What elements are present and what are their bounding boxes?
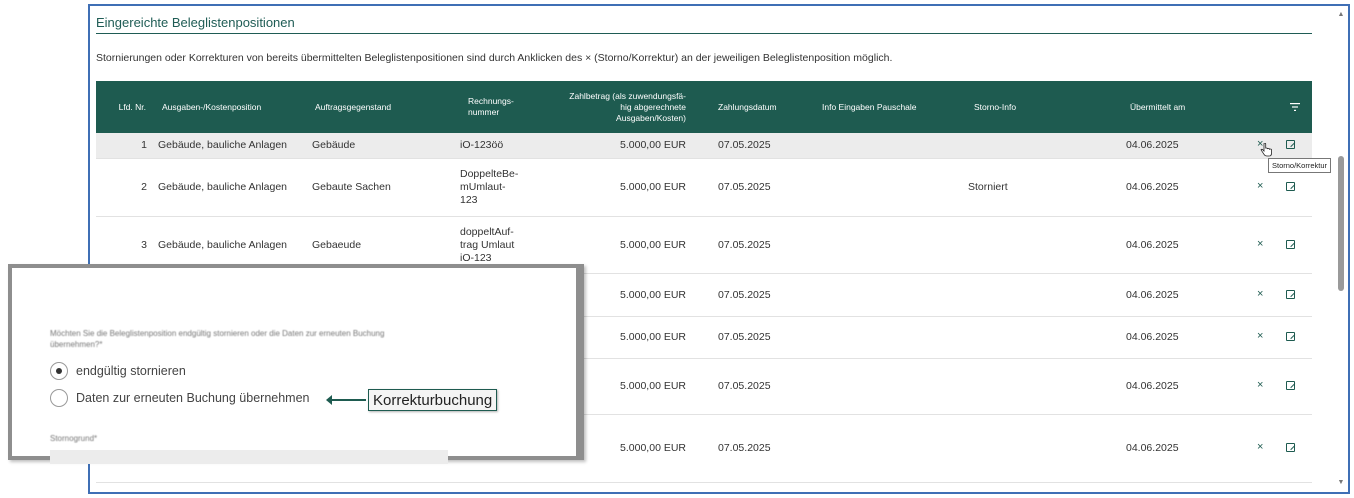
cell-betrag: 5.000,00 EUR (620, 442, 686, 454)
cell-auftrag: Gebäude (312, 139, 356, 151)
scroll-thumb[interactable] (1338, 156, 1344, 291)
col-pauschale[interactable]: Info Eingaben Pauschale (822, 101, 917, 112)
cell-uebermittelt: 04.06.2025 (1126, 139, 1179, 151)
col-lfd[interactable]: Lfd. Nr. (118, 101, 146, 112)
close-icon[interactable]: × (1257, 237, 1264, 250)
cell-storno (968, 274, 1068, 316)
external-link-icon[interactable] (1286, 182, 1295, 191)
stornogrund-label: Stornogrund* (50, 434, 98, 443)
cell-storno (968, 317, 1068, 358)
cell-datum: 07.05.2025 (718, 288, 771, 301)
cell-uebermittelt: 04.06.2025 (1126, 181, 1179, 193)
cell-auftrag: Gebaute Sachen (312, 181, 391, 193)
col-zahlungsdatum[interactable]: Zahlungsdatum (718, 101, 777, 112)
external-link-icon[interactable] (1286, 443, 1295, 452)
cell-lfd: 3 (141, 238, 147, 251)
col-rechnung[interactable]: Rechnungs- nummer (468, 96, 514, 117)
radio-label-storno: endgültig stornieren (76, 364, 186, 378)
external-link-icon[interactable] (1286, 381, 1295, 390)
radio-unchecked-icon[interactable] (50, 389, 68, 407)
tooltip-storno: Storno/Korrektur (1268, 158, 1331, 173)
close-icon[interactable]: × (1257, 287, 1264, 300)
cell-ausgaben: Gebäude, bauliche Anlagen (158, 181, 288, 193)
cell-pauschale (822, 317, 972, 358)
external-link-icon[interactable] (1286, 290, 1295, 299)
col-auftrag[interactable]: Auftragsgegenstand (315, 101, 392, 112)
hand-cursor-icon (1260, 143, 1272, 157)
cell-ausgaben: Gebäude, bauliche Anlagen (158, 139, 288, 151)
cell-betrag: 5.000,00 EUR (620, 238, 686, 251)
cell-pauschale (822, 359, 972, 414)
cell-pauschale (822, 159, 972, 216)
cell-rechnung: DoppelteBe- mUmlaut- 123 (460, 168, 519, 206)
stornogrund-field[interactable] (50, 450, 448, 464)
external-link-icon[interactable] (1286, 332, 1295, 341)
close-icon[interactable]: × (1257, 441, 1264, 453)
cell-storno (968, 217, 1068, 273)
cell-auftrag: Gebaeude (312, 238, 362, 251)
cell-datum: 07.05.2025 (718, 139, 771, 151)
cell-uebermittelt: 04.06.2025 (1126, 238, 1179, 251)
table-row (96, 159, 1312, 217)
scroll-down-icon[interactable]: ▼ (1337, 479, 1345, 486)
cell-datum: 07.05.2025 (718, 380, 771, 392)
storno-dialog-zoom (8, 264, 584, 460)
cell-datum: 07.05.2025 (718, 331, 771, 343)
filter-icon[interactable] (1290, 81, 1306, 133)
close-icon[interactable]: × (1257, 330, 1264, 342)
callout-korrekturbuchung: Korrekturbuchung (368, 389, 497, 411)
cell-pauschale (822, 415, 972, 482)
cell-betrag: 5.000,00 EUR (620, 331, 686, 343)
cell-storno (968, 359, 1068, 414)
close-icon[interactable]: × (1257, 379, 1264, 391)
cell-betrag: 5.000,00 EUR (620, 139, 686, 151)
col-uebermittelt[interactable]: Übermittelt am (1130, 101, 1186, 112)
radio-label-korrektur: Daten zur erneuten Buchung übernehmen (76, 391, 310, 405)
radio-checked-icon[interactable] (50, 362, 68, 380)
table-header (96, 81, 1312, 133)
cell-betrag: 5.000,00 EUR (620, 380, 686, 392)
cell-rechnung: iO-123öö (460, 139, 504, 151)
col-zahlbetrag[interactable]: Zahlbetrag (als zuwendungsfä- hig abgerechnete Ausgaben/Kosten) (569, 90, 686, 123)
radio-endgueltig-stornieren[interactable] (50, 362, 186, 380)
table-row (96, 133, 1312, 159)
external-link-icon[interactable] (1286, 240, 1295, 249)
scroll-up-icon[interactable]: ▲ (1337, 11, 1345, 18)
cell-uebermittelt: 04.06.2025 (1126, 380, 1179, 392)
cell-storno (968, 415, 1068, 482)
cell-lfd: 2 (141, 181, 147, 193)
radio-daten-uebernehmen[interactable] (50, 389, 310, 407)
cell-pauschale (822, 217, 972, 273)
cell-pauschale (822, 133, 972, 158)
cell-lfd: 1 (141, 139, 147, 151)
cell-storno: Storniert (968, 181, 1008, 193)
section-divider (96, 33, 1312, 34)
vertical-scrollbar[interactable] (1334, 6, 1348, 492)
cell-betrag: 5.000,00 EUR (620, 181, 686, 193)
hint-text: Stornierungen oder Korrekturen von bereits übermittelten Beleglistenpositionen sind durch Anklicken des × (Storno/Korrektur) an der jeweiligen Beleglistenposition möglich. (96, 52, 893, 64)
cell-datum: 07.05.2025 (718, 181, 771, 193)
col-storno[interactable]: Storno-Info (974, 101, 1017, 112)
close-icon[interactable]: × (1257, 180, 1264, 192)
cell-ausgaben: Gebäude, bauliche Anlagen (158, 238, 288, 251)
section-title: Eingereichte Beleglistenpositionen (96, 15, 295, 30)
cell-uebermittelt: 04.06.2025 (1126, 288, 1179, 301)
close-icon[interactable]: × (1257, 138, 1264, 150)
cell-datum: 07.05.2025 (718, 238, 771, 251)
cell-storno (968, 133, 1068, 158)
cell-pauschale (822, 274, 972, 316)
arrow-left-icon (330, 399, 366, 401)
cell-rechnung: doppeltAuf- trag Umlaut iO-123 (460, 225, 515, 264)
cell-uebermittelt: 04.06.2025 (1126, 442, 1179, 454)
cell-datum: 07.05.2025 (718, 442, 771, 454)
dialog-question: Möchten Sie die Beleglistenposition endgültig stornieren oder die Daten zur erneuten Buchung übernehmen?* (50, 329, 385, 349)
external-link-icon[interactable] (1286, 140, 1295, 149)
col-ausgaben[interactable]: Ausgaben-/Kostenposition (162, 101, 262, 112)
cell-uebermittelt: 04.06.2025 (1126, 331, 1179, 343)
cell-betrag: 5.000,00 EUR (620, 288, 686, 301)
